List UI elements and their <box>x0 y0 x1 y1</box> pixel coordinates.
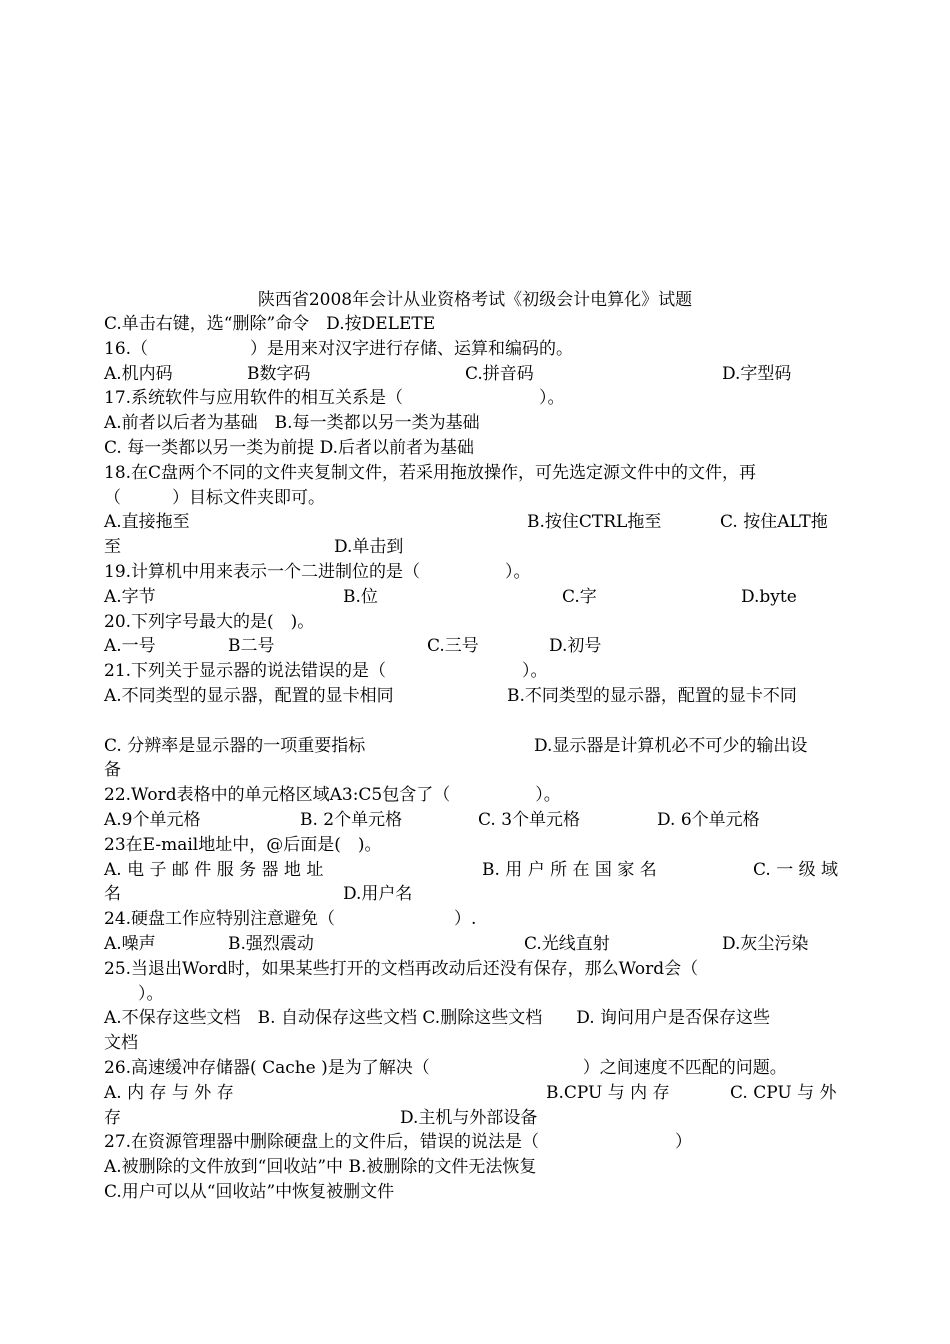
text-line-l02 <box>104 337 846 362</box>
text-line-l30 <box>104 1031 846 1056</box>
text-segment: B. 用 户 所 在 国 家 名 <box>482 859 657 880</box>
text-segment: A.被删除的文件放到“回收站”中 B.被删除的文件无法恢复 <box>104 1157 537 1178</box>
text-segment: 23在E-mail地址中，@后面是( )。 <box>104 834 382 855</box>
text-segment: 18.在C盘两个不同的文件夹复制文件，若采用拖放操作，可先选定源文件中的文件，再 <box>104 462 757 483</box>
text-segment: C. 一 级 域 <box>753 859 839 880</box>
text-segment: C. 按住ALT拖 <box>720 512 828 533</box>
text-line-l11 <box>104 560 846 585</box>
text-line-l18 <box>104 734 846 759</box>
text-line-l12 <box>104 585 846 610</box>
text-line-l22 <box>104 833 846 858</box>
text-line-l28 <box>104 982 846 1007</box>
text-segment: 名 <box>104 884 121 905</box>
text-line-l31 <box>104 1056 846 1081</box>
text-line-l07 <box>104 461 846 486</box>
text-line-l14 <box>104 634 846 659</box>
text-segment: A.不保存这些文档 B. 自动保存这些文档 C.删除这些文档 D. 询问用户是否保存这些 <box>104 1008 771 1029</box>
text-segment: D.灰尘污染 <box>722 933 809 954</box>
text-segment: B.位 <box>343 586 378 607</box>
text-segment: C.单击右键，选“删除”命令 D.按DELETE <box>104 314 436 334</box>
text-line-l16 <box>104 684 846 709</box>
text-segment: 至 <box>104 537 121 558</box>
text-segment: D.初号 <box>549 636 602 657</box>
text-segment: B.CPU 与 内 存 <box>546 1082 670 1103</box>
text-segment: B. 2个单元格 <box>300 809 403 830</box>
text-segment: C.用户可以从“回收站”中恢复被删文件 <box>104 1181 395 1202</box>
text-line-l06 <box>104 436 846 461</box>
text-line-l05 <box>104 411 846 436</box>
text-segment: 26.高速缓冲存储器( Cache )是为了解决（ ）之间速度不匹配的问题。 <box>104 1057 787 1078</box>
text-line-l21 <box>104 808 846 833</box>
text-line-l19 <box>104 758 846 783</box>
text-segment: 27.在资源管理器中删除硬盘上的文件后，错误的说法是（ ） <box>104 1132 693 1153</box>
text-segment: C. 每一类都以另一类为前提 D.后者以前者为基础 <box>104 437 475 458</box>
text-line-l01 <box>104 312 846 337</box>
text-segment: 22.Word表格中的单元格区域A3:C5包含了（ ）。 <box>104 785 561 806</box>
text-line-l09 <box>104 510 846 535</box>
text-segment: D.显示器是计算机必不可少的输出设 <box>534 735 808 756</box>
text-line-l04 <box>104 386 846 411</box>
text-line-l15 <box>104 659 846 684</box>
text-segment: B二号 <box>228 636 275 657</box>
text-segment: C. 3个单元格 <box>478 809 581 830</box>
document-title: 陕西省2008年会计从业资格考试《初级会计电算化》试题 <box>257 290 693 310</box>
text-line-l29 <box>104 1006 846 1031</box>
text-segment: 存 <box>104 1107 121 1128</box>
text-line-l26 <box>104 932 846 957</box>
text-segment: 17.系统软件与应用软件的相互关系是（ ）。 <box>104 388 565 409</box>
text-line-l34 <box>104 1130 846 1155</box>
text-line-l13 <box>104 610 846 635</box>
text-segment: D.主机与外部设备 <box>400 1107 538 1128</box>
text-segment: D.byte <box>741 586 797 607</box>
text-segment: C. CPU 与 外 <box>730 1082 837 1103</box>
text-line-l25 <box>104 907 846 932</box>
text-segment: 文档 <box>104 1033 138 1054</box>
text-line-l20 <box>104 783 846 808</box>
text-line-l10 <box>104 535 846 560</box>
text-segment: A.字节 <box>104 586 156 607</box>
text-line-l08 <box>104 486 846 511</box>
text-segment: A.一号 <box>104 636 156 657</box>
text-segment: D.用户名 <box>343 884 413 905</box>
text-segment: A.直接拖至 <box>104 512 190 533</box>
text-segment: A.噪声 <box>104 933 156 954</box>
text-segment: （ ）目标文件夹即可。 <box>104 487 325 508</box>
text-segment: 20.下列字号最大的是( )。 <box>104 611 315 632</box>
text-line-l36 <box>104 1180 846 1205</box>
text-line-l27 <box>104 957 846 982</box>
text-segment: B.按住CTRL拖至 <box>527 512 662 533</box>
text-segment: 19.计算机中用来表示一个二进制位的是（ ）。 <box>104 561 531 582</box>
text-segment: C.三号 <box>427 636 479 657</box>
text-segment: C.拼音码 <box>465 363 534 384</box>
text-segment: 16.（ ）是用来对汉字进行存储、运算和编码的。 <box>104 338 574 359</box>
text-line-l17 <box>104 709 846 734</box>
text-line-l23 <box>104 858 846 883</box>
text-segment: D.字型码 <box>722 363 792 384</box>
text-segment: ）。 <box>104 983 164 1004</box>
text-segment: C.光线直射 <box>524 933 610 954</box>
text-segment: A. 电 子 邮 件 服 务 器 地 址 <box>104 859 324 880</box>
text-segment: B数字码 <box>247 363 311 384</box>
text-segment: A.前者以后者为基础 B.每一类都以另一类为基础 <box>104 413 480 434</box>
text-segment: 25.当退出Word时，如果某些打开的文档再改动后还没有保存，那么Word会（ <box>104 958 699 979</box>
text-segment: 备 <box>104 760 121 781</box>
text-segment: B.不同类型的显示器，配置的显卡不同 <box>507 685 797 706</box>
text-line-l35 <box>104 1155 846 1180</box>
text-segment: D.单击到 <box>334 537 404 558</box>
text-segment: D. 6个单元格 <box>657 809 760 830</box>
text-segment: A.机内码 <box>104 363 173 384</box>
text-segment: B.强烈震动 <box>228 933 314 954</box>
text-segment: A. 内 存 与 外 存 <box>104 1082 234 1103</box>
text-line-l24 <box>104 882 846 907</box>
text-line-l03 <box>104 362 846 387</box>
text-segment: 21.下列关于显示器的说法错误的是（ ）。 <box>104 661 548 682</box>
text-segment: A.9个单元格 <box>104 809 201 830</box>
text-segment: 24.硬盘工作应特别注意避免（ ）. <box>104 909 477 930</box>
question-body <box>104 312 846 1205</box>
text-line-l33 <box>104 1106 846 1131</box>
text-segment: C.字 <box>562 586 597 607</box>
text-segment: C. 分辨率是显示器的一项重要指标 <box>104 735 366 756</box>
text-segment: A.不同类型的显示器，配置的显卡相同 <box>104 685 394 706</box>
text-line-l32 <box>104 1081 846 1106</box>
